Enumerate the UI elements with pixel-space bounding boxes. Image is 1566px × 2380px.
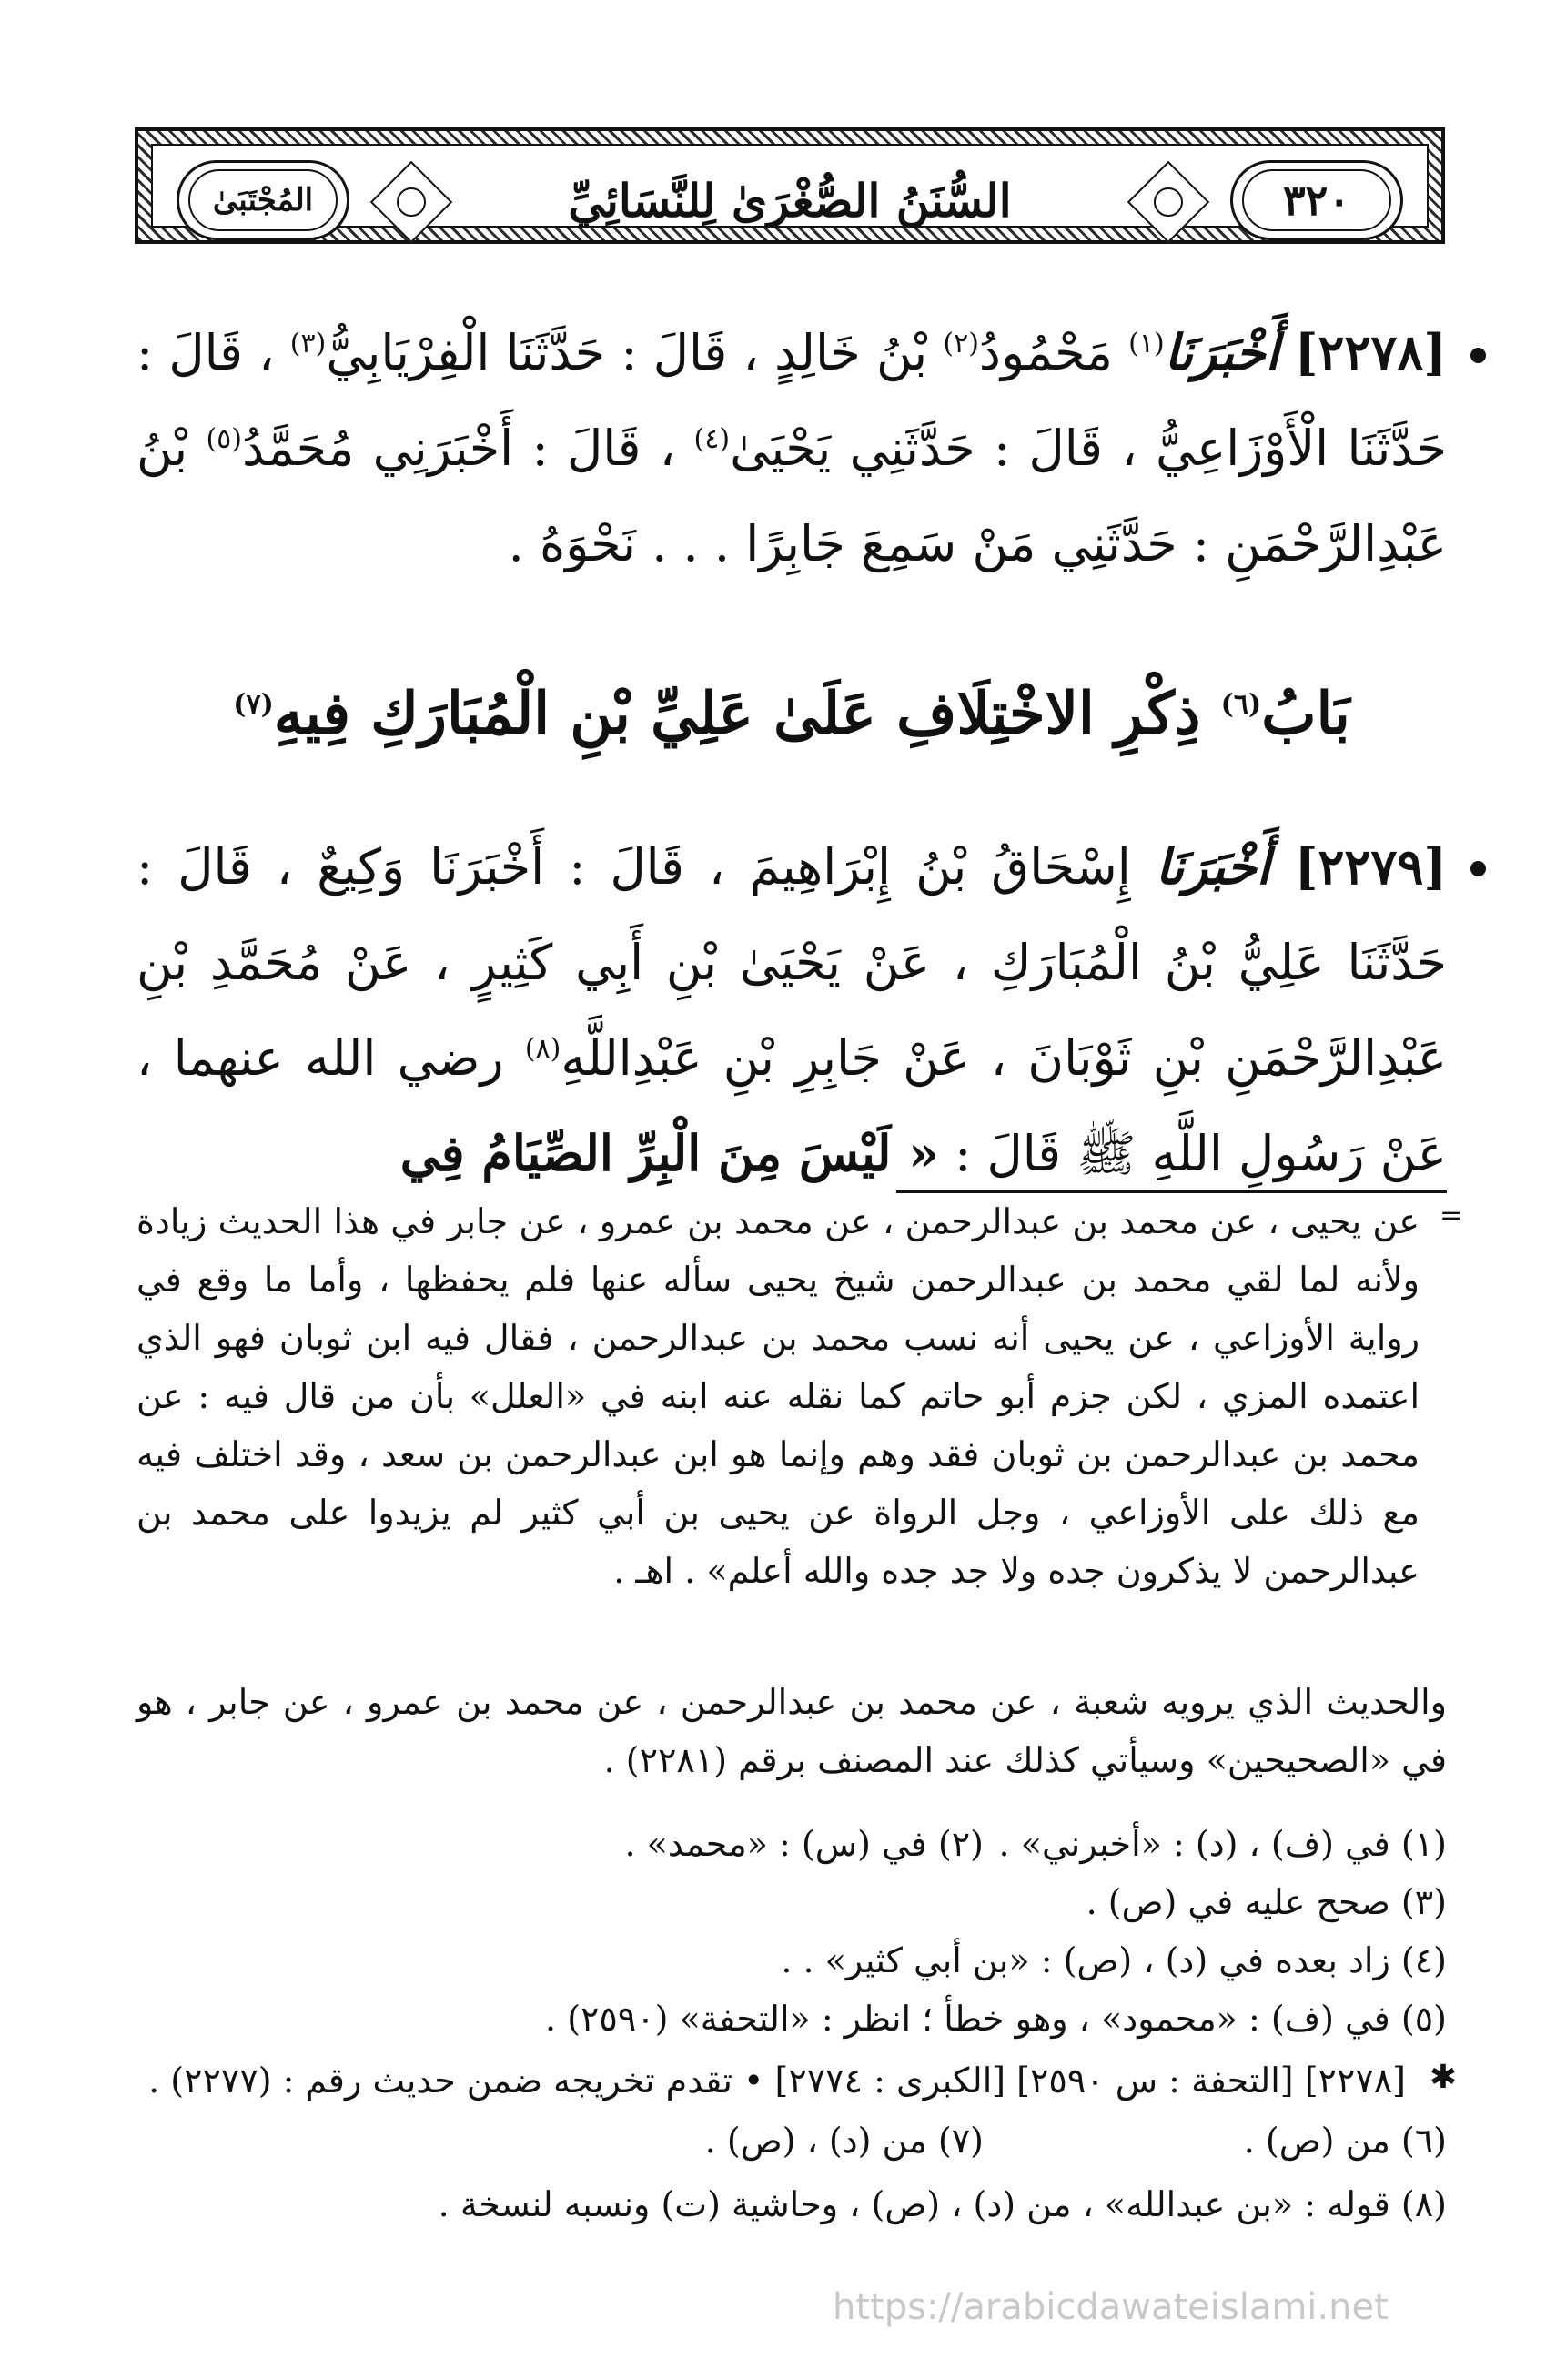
series-medallion: [177, 160, 349, 240]
footnote-ref: (٤): [693, 423, 731, 455]
ornament-knot-icon: [370, 161, 453, 244]
page-number-medallion: [1230, 160, 1403, 240]
page-number: ٣٢٠: [1282, 176, 1351, 225]
book-title: السُّنَنُ الصُّغْرَىٰ لِلنَّسَائِيِّ: [568, 173, 1012, 228]
hadith-text: إِسْحَاقُ بْنُ إِبْرَاهِيمَ ، قَالَ : أَخْبَرَنَا وَكِيعٌ ، قَالَ : حَدَّثَنَا عَلِيُّ بْنُ الْمُبَارَكِ ، عَنْ يَحْيَىٰ بْنِ أَبِي كَثِيرٍ ، عَنْ مُحَمَّدِ بْنِ عَبْدِالرَّحْمَنِ بْنِ ثَوْبَانَ ، عَنْ جَابِرِ بْنِ عَبْدِاللَّهِ: [136, 838, 1447, 1087]
hadith-text: مَحْمُودُ: [978, 324, 1113, 381]
hadith-number: [٢٢٧٨]: [1294, 323, 1447, 381]
footnote-ref: (٥): [206, 423, 243, 455]
footnote-3: (٣) صحح عليه في (ص) .: [1086, 1882, 1447, 1922]
hadith-text: بْنُ خَالِدٍ ، قَالَ : حَدَّثَنَا الْفِرْيَابِيُّ: [326, 324, 928, 381]
hadith-number: [٢٢٧٩]: [1294, 837, 1447, 896]
hadith-bullet-icon: [1470, 348, 1486, 363]
footnote-continuation: عن يحيى ، عن محمد بن عبدالرحمن ، عن محمد بن عمرو ، عن جابر في هذا الحديث زيادة ولأنه لما لقي محمد بن عبدالرحمن شيخ يحيى سأله عنها فلم يحفظها ، وأما ما وقع في رواية الأوزاعي ، عن يحيى أنه نسب محمد بن عبدالرحمن ، فقال فيه ابن ثوبان فهو الذي اعتمده المزي ، لكن جزم أبو حاتم كما نقله عنه ابنه في «العلل» بأن من قال فيه : عن محمد بن عبدالرحمن بن ثوبان فقد وهم وإنما هو ابن عبدالرحمن بن سعد ، وقد اختلف فيه مع ذلك على الأوزاعي ، وجل الرواة عن يحيى بن أبي كثير لم يزيدوا على محمد بن عبدالرحمن لا يذكرون جده ولا جد جده والله أعلم» . اهـ .: [136, 1201, 1420, 1591]
footnote-6: (٦) من (ص) .: [1243, 2121, 1447, 2161]
chapter-title: ذِكْرِ الاخْتِلَافِ عَلَىٰ عَلِيِّ بْنِ الْمُبَارَكِ فِيهِ: [273, 680, 1201, 748]
footnote-ref: (٢): [943, 328, 979, 360]
footnote-ref: (٧): [233, 688, 274, 721]
hadith-text: رضي الله عنهما ، عَنْ رَسُولِ اللَّهِ ﷺ قَالَ :: [136, 1029, 1447, 1182]
footnote-ref: (٣): [289, 328, 327, 360]
footnote-paragraph: والحديث الذي يرويه شعبة ، عن محمد بن عبدالرحمن ، عن محمد بن عمرو ، عن جابر ، هو في «الصحيحين» وسيأتي كذلك عند المصنف برقم (٢٢٨١) .: [136, 1682, 1447, 1780]
hadith-text: بْنُ عَبْدِالرَّحْمَنِ : حَدَّثَنِي مَنْ سَمِعَ جَابِرًا . . . نَحْوَهُ .: [136, 420, 1447, 572]
footnote-8: (٨) قوله : «بن عبدالله» ، من (د) ، (ص) ، وحاشية (ت) ونسبه لنسخة .: [438, 2184, 1447, 2224]
prophetic-quote: « لَيْسَ مِنَ الْبِرِّ الصِّيَامُ فِي: [399, 1124, 939, 1182]
footnote-2: (٢) في (س) : «محمد» .: [624, 1824, 984, 1864]
takhrij-star-icon: ✱: [1429, 2059, 1457, 2096]
chapter-bab: بَابُ: [1261, 680, 1350, 748]
chapter-heading: [136, 673, 1447, 755]
footnote-ref: (٨): [524, 1033, 561, 1065]
hadith-text: ، قَالَ : حَدَّثَنَا الْأَوْزَاعِيُّ ، قَالَ : حَدَّثَنِي يَحْيَىٰ: [136, 324, 1447, 477]
footnote-ref: (٦): [1220, 688, 1262, 721]
series-badge: المُجْتَبَىٰ: [212, 182, 314, 218]
footnote-ref: (١): [1128, 328, 1165, 360]
ornament-knot-icon: [1127, 161, 1210, 244]
continuation-mark: =: [1440, 1200, 1463, 1231]
takhrij-note: [٢٢٧٨] [التحفة : س ٢٥٩٠] [الكبرى : ٢٧٧٤] • تقدم تخريجه ضمن حديث رقم : (٢٢٧٧) .: [148, 2061, 1406, 2101]
akhbarana-word: أَخْبَرَنَا: [1155, 837, 1270, 896]
hadith-2278: [136, 305, 1447, 592]
page-header: [135, 127, 1445, 244]
footnote-1: (١) في (ف) ، (د) : «أخبرني» .: [998, 1824, 1447, 1864]
header-frame: [151, 144, 1429, 228]
footnote-7: (٧) من (د) ، (ص) .: [704, 2121, 984, 2161]
footnote-5: (٥) في (ف) : «محمود» ، وهو خطأ ؛ انظر : «التحفة» (٢٥٩٠) .: [545, 1999, 1447, 2039]
watermark-url: https://arabicdawateislami.net: [833, 2286, 1389, 2328]
akhbarana-word: أَخْبَرَنَا: [1164, 323, 1279, 381]
hadith-text: ، قَالَ : أَخْبَرَنِي مُحَمَّدُ: [242, 420, 676, 477]
hadith-bullet-icon: [1470, 861, 1486, 876]
footnote-4: (٤) زاد بعده في (د) ، (ص) : «بن أبي كثير» . .: [781, 1940, 1447, 1980]
hadith-2279: [136, 819, 1447, 1201]
